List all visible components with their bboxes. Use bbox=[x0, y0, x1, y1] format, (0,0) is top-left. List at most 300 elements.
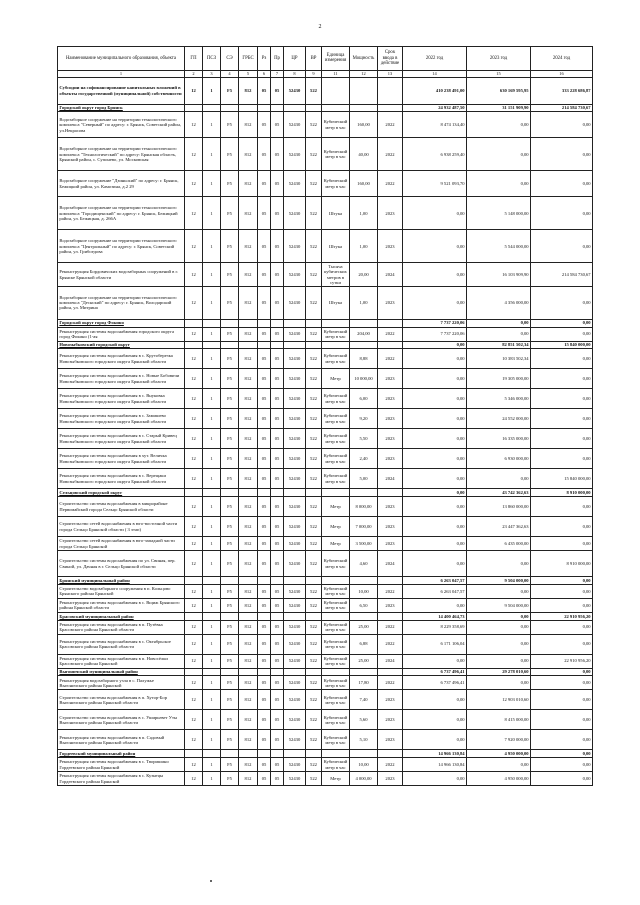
table-cell: 12 bbox=[185, 690, 203, 710]
table-cell: 812 bbox=[239, 369, 258, 389]
table-cell: 6,50 bbox=[350, 598, 378, 612]
table-cell: 1 bbox=[203, 409, 221, 429]
object-name-cell: Городской округ город Фокино bbox=[58, 319, 185, 327]
table-cell: 05 bbox=[271, 469, 284, 489]
table-cell: 7 000,00 bbox=[350, 517, 378, 537]
table-cell bbox=[203, 104, 221, 112]
table-cell: 52430 bbox=[284, 409, 306, 429]
object-name-cell: Реконструкция системы водоснабжения в с. Верещаки Новозыбковского городского округа Брянской области bbox=[58, 469, 185, 489]
table-cell: 05 bbox=[258, 369, 271, 389]
column-number: 3 bbox=[203, 70, 221, 77]
object-name-cell: Строительство сетей водоснабжения в юго-западной части города Сельцо Брянской bbox=[58, 537, 185, 551]
table-cell bbox=[221, 668, 239, 676]
table-cell: 8 000,00 bbox=[350, 497, 378, 517]
table-cell: 20,00 bbox=[350, 263, 378, 286]
table-cell: 812 bbox=[239, 598, 258, 612]
table-cell: 0,00 bbox=[403, 369, 467, 389]
table-cell: 812 bbox=[239, 409, 258, 429]
table-cell: 1 bbox=[203, 654, 221, 668]
table-cell: 0,00 bbox=[467, 584, 531, 598]
table-cell: 05 bbox=[258, 138, 271, 171]
column-number: 14 bbox=[403, 70, 467, 77]
table-cell: 812 bbox=[239, 286, 258, 319]
object-name-cell: Реконструкция системы водоснабжения в п. Садовый Выгоничского района Брянской области bbox=[58, 730, 185, 750]
table-cell bbox=[271, 612, 284, 620]
table-cell: 2022 bbox=[378, 327, 403, 341]
table-cell: 812 bbox=[239, 429, 258, 449]
table-cell: 1 bbox=[203, 349, 221, 369]
table-cell: 12 bbox=[185, 758, 203, 772]
table-cell: 52430 bbox=[284, 449, 306, 469]
table-cell: 522 bbox=[306, 517, 322, 537]
table-cell: 812 bbox=[239, 112, 258, 138]
column-number: 11 bbox=[322, 70, 350, 77]
table-cell: 812 bbox=[239, 263, 258, 286]
table-cell bbox=[185, 577, 203, 585]
table-cell bbox=[185, 668, 203, 676]
object-name-cell: Реконструкция системы водоснабжения в с. Творишино Гордеевского района Брянской bbox=[58, 758, 185, 772]
table-cell: 0,00 bbox=[403, 389, 467, 409]
table-cell bbox=[284, 577, 306, 585]
municipality-row bbox=[58, 319, 593, 327]
table-cell: 05 bbox=[271, 286, 284, 319]
table-cell bbox=[203, 668, 221, 676]
table-cell: 22 910 956,20 bbox=[531, 654, 593, 668]
table-cell: Кубический метр в час bbox=[322, 112, 350, 138]
object-name-cell: Реконструкция системы водоснабжения в хут. Величка Новозыбковского городского округа Брянской области bbox=[58, 449, 185, 469]
table-cell bbox=[306, 104, 322, 112]
table-cell: 1 bbox=[203, 620, 221, 634]
table-cell: 16 103 909,90 bbox=[467, 263, 531, 286]
table-cell: 52430 bbox=[284, 772, 306, 786]
table-cell: 05 bbox=[271, 263, 284, 286]
table-cell: 6,00 bbox=[350, 389, 378, 409]
column-header: Срок ввода в действие bbox=[378, 47, 403, 71]
object-name-cell: Брянский муниципальный район bbox=[58, 577, 185, 585]
table-cell: Кубический метр в час bbox=[322, 469, 350, 489]
table-cell: 12 bbox=[185, 730, 203, 750]
table-cell: 5,60 bbox=[350, 710, 378, 730]
object-name-cell: Водозаборное сооружение "Дзиньский" по адресу: г. Брянск, Бежицкий район, ул. Камозина, д.2 29 bbox=[58, 171, 185, 197]
table-cell: 24 552 000,00 bbox=[467, 409, 531, 429]
object-name-cell: Новозыбковский городской округ bbox=[58, 341, 185, 349]
table-cell: 6 435 000,00 bbox=[467, 537, 531, 551]
table-cell: F5 bbox=[221, 551, 239, 577]
table-cell: 05 bbox=[271, 171, 284, 197]
scan-speck bbox=[210, 880, 212, 882]
table-cell: 12 bbox=[185, 112, 203, 138]
table-cell: 52430 bbox=[284, 690, 306, 710]
table-cell: 8 229 358,69 bbox=[403, 620, 467, 634]
table-cell: 0,00 bbox=[531, 598, 593, 612]
object-name-cell: Реконструкция водозаборного узла в с. Палужье Выгоничского района Брянской bbox=[58, 676, 185, 690]
table-cell: 31 151 909,90 bbox=[467, 104, 531, 112]
table-cell: 52430 bbox=[284, 197, 306, 230]
table-cell: 522 bbox=[306, 551, 322, 577]
table-cell: 2023 bbox=[378, 389, 403, 409]
table-cell: 522 bbox=[306, 690, 322, 710]
table-cell: 0,00 bbox=[467, 551, 531, 577]
table-cell: 0,00 bbox=[531, 620, 593, 634]
table-cell: 5 544 000,00 bbox=[467, 230, 531, 263]
table-cell: 0,00 bbox=[403, 449, 467, 469]
table-cell: 8 910 000,00 bbox=[531, 489, 593, 497]
object-name-cell: Выгоничский муниципальный район bbox=[58, 668, 185, 676]
table-cell: F5 bbox=[221, 517, 239, 537]
table-cell: 0,00 bbox=[403, 429, 467, 449]
table-cell: 17,80 bbox=[350, 676, 378, 690]
table-cell: 812 bbox=[239, 654, 258, 668]
table-cell: 52430 bbox=[284, 429, 306, 449]
table-cell: 1 bbox=[203, 469, 221, 489]
column-header: Рз bbox=[258, 47, 271, 71]
table-cell: 5 148 000,00 bbox=[467, 197, 531, 230]
table-body bbox=[58, 47, 593, 786]
object-row bbox=[58, 349, 593, 369]
table-cell: 0,00 bbox=[403, 517, 467, 537]
table-cell: 0,00 bbox=[531, 369, 593, 389]
table-cell: 0,00 bbox=[403, 537, 467, 551]
table-cell: 812 bbox=[239, 676, 258, 690]
table-cell: 522 bbox=[306, 758, 322, 772]
table-cell bbox=[185, 750, 203, 758]
table-cell: 12 bbox=[185, 598, 203, 612]
table-cell: Кубический метр в час bbox=[322, 327, 350, 341]
object-row bbox=[58, 409, 593, 429]
object-name-cell: Строительство системы водоснабжения в п. Хутор-Бор Выгоничского района Брянской области bbox=[58, 690, 185, 710]
table-cell: Кубический метр в час bbox=[322, 171, 350, 197]
object-row bbox=[58, 676, 593, 690]
table-cell: 16 335 000,00 bbox=[467, 429, 531, 449]
table-cell: 12 bbox=[185, 469, 203, 489]
table-cell bbox=[271, 577, 284, 585]
table-header-row bbox=[58, 47, 593, 71]
table-cell bbox=[378, 612, 403, 620]
table-cell: 05 bbox=[271, 690, 284, 710]
table-cell: Кубический метр в час bbox=[322, 138, 350, 171]
column-number: 6 bbox=[258, 70, 271, 77]
column-header: СЭ bbox=[221, 47, 239, 71]
table-cell bbox=[350, 341, 378, 349]
column-header: 2024 год bbox=[531, 47, 593, 71]
table-cell: 1 bbox=[203, 690, 221, 710]
table-cell: 1 bbox=[203, 389, 221, 409]
table-cell: 812 bbox=[239, 537, 258, 551]
table-cell: 10 000,00 bbox=[350, 369, 378, 389]
table-cell bbox=[258, 612, 271, 620]
column-number: 7 bbox=[271, 70, 284, 77]
table-cell: 2022 bbox=[378, 758, 403, 772]
table-cell: 333 228 686,87 bbox=[531, 77, 593, 104]
table-cell: 8 910 000,00 bbox=[531, 551, 593, 577]
table-cell: 05 bbox=[271, 584, 284, 598]
column-number: 5 bbox=[239, 70, 258, 77]
table-cell: 812 bbox=[239, 584, 258, 598]
object-row bbox=[58, 620, 593, 634]
table-cell: 10 383 502,34 bbox=[467, 349, 531, 369]
table-cell: 05 bbox=[258, 634, 271, 654]
table-cell: 1 bbox=[203, 537, 221, 551]
table-cell: 0,00 bbox=[531, 138, 593, 171]
object-name-cell: Строительство сетей водоснабжения в юго-восточной части города Сельцо Брянской области ( 3 этап) bbox=[58, 517, 185, 537]
table-cell bbox=[306, 341, 322, 349]
table-cell: 52430 bbox=[284, 598, 306, 612]
table-cell: Кубический метр в час bbox=[322, 654, 350, 668]
table-cell: 05 bbox=[258, 327, 271, 341]
table-cell: 43 742 362,63 bbox=[467, 489, 531, 497]
table-cell bbox=[258, 577, 271, 585]
column-number: 2 bbox=[185, 70, 203, 77]
table-cell: 0,00 bbox=[531, 429, 593, 449]
table-cell: 05 bbox=[258, 620, 271, 634]
table-cell: 12 bbox=[185, 449, 203, 469]
table-cell: Метр bbox=[322, 537, 350, 551]
table-cell: 630 169 595,95 bbox=[467, 77, 531, 104]
object-row bbox=[58, 138, 593, 171]
table-cell: 1 bbox=[203, 77, 221, 104]
table-cell: 0,00 bbox=[403, 489, 467, 497]
table-cell: 160,00 bbox=[350, 112, 378, 138]
table-cell bbox=[221, 750, 239, 758]
table-cell: 2023 bbox=[378, 710, 403, 730]
table-cell: 2022 bbox=[378, 634, 403, 654]
table-cell: 2023 bbox=[378, 369, 403, 389]
table-cell bbox=[350, 668, 378, 676]
table-cell: 0,00 bbox=[531, 171, 593, 197]
object-name-cell: Водозаборное сооружение на территории технологического комплекса "Центральный" по адресу: г. Брянск, Советский район, ул. Грибоедова bbox=[58, 230, 185, 263]
column-number: 9 bbox=[306, 70, 322, 77]
table-cell: 05 bbox=[258, 517, 271, 537]
table-cell bbox=[350, 319, 378, 327]
table-cell: 0,00 bbox=[531, 327, 593, 341]
object-name-cell: Реконструкция системы водоснабжения в с. Октябрьское Брасовского района Брянской области bbox=[58, 634, 185, 654]
table-cell: Кубический метр в час bbox=[322, 429, 350, 449]
table-cell bbox=[185, 104, 203, 112]
table-cell bbox=[203, 319, 221, 327]
object-row bbox=[58, 389, 593, 409]
object-name-cell: Водозаборное сооружение на территории технологического комплекса "Технологический" по адресу: Брянская область, Брянский район, с. Супонево, ул. Московская bbox=[58, 138, 185, 171]
table-cell: 12 bbox=[185, 634, 203, 654]
table-cell: 5,50 bbox=[350, 429, 378, 449]
table-cell: 1,00 bbox=[350, 197, 378, 230]
table-cell: 2024 bbox=[378, 263, 403, 286]
table-cell bbox=[350, 750, 378, 758]
table-cell: 05 bbox=[258, 710, 271, 730]
table-cell: 2024 bbox=[378, 469, 403, 489]
object-row bbox=[58, 772, 593, 786]
table-cell: 812 bbox=[239, 327, 258, 341]
table-cell: 05 bbox=[258, 772, 271, 786]
table-cell: 05 bbox=[258, 171, 271, 197]
table-cell: 2023 bbox=[378, 598, 403, 612]
table-cell: 0,00 bbox=[403, 409, 467, 429]
table-cell: 522 bbox=[306, 584, 322, 598]
object-name-cell: Субсидии на софинансирование капитальных вложений в объекты государственной (муниципальной) собственности bbox=[58, 77, 185, 104]
table-cell: 812 bbox=[239, 517, 258, 537]
table-cell: 0,00 bbox=[531, 517, 593, 537]
table-cell: F5 bbox=[221, 620, 239, 634]
table-cell bbox=[185, 341, 203, 349]
table-cell: 812 bbox=[239, 690, 258, 710]
table-cell: 4 950 000,00 bbox=[467, 750, 531, 758]
table-cell: 1 bbox=[203, 598, 221, 612]
table-cell bbox=[350, 104, 378, 112]
table-cell: 05 bbox=[258, 349, 271, 369]
table-cell: Кубический метр в час bbox=[322, 710, 350, 730]
table-cell: 812 bbox=[239, 171, 258, 197]
table-cell: 1 bbox=[203, 634, 221, 654]
table-cell bbox=[322, 319, 350, 327]
table-cell: 52430 bbox=[284, 537, 306, 551]
table-cell: 0,00 bbox=[403, 710, 467, 730]
table-cell: 522 bbox=[306, 197, 322, 230]
table-cell bbox=[221, 577, 239, 585]
table-cell bbox=[239, 104, 258, 112]
table-cell: Кубический метр в час bbox=[322, 409, 350, 429]
table-cell: 12 bbox=[185, 654, 203, 668]
table-cell: 1 bbox=[203, 517, 221, 537]
table-cell bbox=[306, 668, 322, 676]
table-cell: 05 bbox=[271, 710, 284, 730]
object-row bbox=[58, 197, 593, 230]
table-cell: 12 bbox=[185, 286, 203, 319]
table-cell: 0,00 bbox=[531, 634, 593, 654]
column-header: Пр bbox=[271, 47, 284, 71]
table-cell: F5 bbox=[221, 429, 239, 449]
table-cell: 0,00 bbox=[531, 668, 593, 676]
object-name-cell: Сельцовский городской округ bbox=[58, 489, 185, 497]
table-cell: 0,00 bbox=[467, 758, 531, 772]
table-cell: 05 bbox=[258, 389, 271, 409]
table-cell bbox=[258, 319, 271, 327]
object-name-cell: Водозаборное сооружение на территории технологического комплекса "Городищенский" по адресу: г. Брянск, Бежицкий район, ул. Бежицкая, д. 266А bbox=[58, 197, 185, 230]
table-cell: 2023 bbox=[378, 449, 403, 469]
table-cell: 05 bbox=[258, 469, 271, 489]
table-cell: 14 966 130,84 bbox=[403, 758, 467, 772]
table-cell: 0,00 bbox=[531, 389, 593, 409]
table-cell: 522 bbox=[306, 112, 322, 138]
table-cell: 0,00 bbox=[403, 551, 467, 577]
page-number: 2 bbox=[318, 24, 322, 30]
table-cell: 05 bbox=[271, 409, 284, 429]
table-cell: 2022 bbox=[378, 171, 403, 197]
table-cell: F5 bbox=[221, 676, 239, 690]
object-row bbox=[58, 730, 593, 750]
table-cell: 52430 bbox=[284, 286, 306, 319]
table-cell: 812 bbox=[239, 449, 258, 469]
table-cell: 0,00 bbox=[531, 112, 593, 138]
table-cell: 0,00 bbox=[403, 690, 467, 710]
table-cell: 0,00 bbox=[467, 654, 531, 668]
table-cell bbox=[306, 577, 322, 585]
table-cell: Метр bbox=[322, 497, 350, 517]
table-cell: 812 bbox=[239, 758, 258, 772]
table-cell: 0,00 bbox=[531, 286, 593, 319]
table-cell: 52430 bbox=[284, 327, 306, 341]
table-cell: 05 bbox=[271, 497, 284, 517]
table-cell: 25,00 bbox=[350, 620, 378, 634]
table-cell: 12 bbox=[185, 710, 203, 730]
object-name-cell: Реконструкция системы водоснабжения в с. Вщиж Брянского района Брянской области bbox=[58, 598, 185, 612]
table-cell bbox=[239, 489, 258, 497]
table-cell: 0,00 bbox=[403, 197, 467, 230]
table-cell: 2022 bbox=[378, 584, 403, 598]
table-cell: 1 bbox=[203, 327, 221, 341]
table-cell: 0,00 bbox=[531, 710, 593, 730]
table-cell bbox=[239, 341, 258, 349]
table-cell: 52430 bbox=[284, 171, 306, 197]
column-header: ГП bbox=[185, 47, 203, 71]
table-cell: 52430 bbox=[284, 138, 306, 171]
table-cell: 1 bbox=[203, 551, 221, 577]
table-cell bbox=[350, 577, 378, 585]
table-cell: 0,00 bbox=[467, 620, 531, 634]
column-header: ВР bbox=[306, 47, 322, 71]
table-cell: 6 263 047,57 bbox=[403, 584, 467, 598]
table-cell: Кубический метр в час bbox=[322, 730, 350, 750]
table-cell bbox=[322, 577, 350, 585]
table-cell: F5 bbox=[221, 327, 239, 341]
column-number: 15 bbox=[467, 70, 531, 77]
table-cell: 522 bbox=[306, 138, 322, 171]
table-cell: 2023 bbox=[378, 409, 403, 429]
table-cell bbox=[221, 104, 239, 112]
table-cell: F5 bbox=[221, 389, 239, 409]
table-cell bbox=[221, 489, 239, 497]
table-cell: 10,00 bbox=[350, 584, 378, 598]
table-cell: 1 bbox=[203, 676, 221, 690]
object-row bbox=[58, 286, 593, 319]
table-cell: 0,00 bbox=[403, 772, 467, 786]
table-cell bbox=[322, 341, 350, 349]
table-cell: 0,00 bbox=[467, 319, 531, 327]
table-cell: 05 bbox=[258, 230, 271, 263]
table-cell: F5 bbox=[221, 197, 239, 230]
table-cell: 522 bbox=[306, 730, 322, 750]
table-cell: 812 bbox=[239, 77, 258, 104]
table-cell: 52430 bbox=[284, 758, 306, 772]
table-cell: 05 bbox=[271, 551, 284, 577]
table-cell: 05 bbox=[271, 654, 284, 668]
table-cell: 05 bbox=[258, 409, 271, 429]
table-cell bbox=[322, 750, 350, 758]
table-cell: 4 950 000,00 bbox=[467, 772, 531, 786]
table-cell: 0,00 bbox=[403, 263, 467, 286]
table-cell: 05 bbox=[258, 286, 271, 319]
object-name-cell: Брасовский муниципальный район bbox=[58, 612, 185, 620]
table-cell: 522 bbox=[306, 676, 322, 690]
table-cell bbox=[306, 319, 322, 327]
table-cell bbox=[271, 489, 284, 497]
table-cell: 12 bbox=[185, 584, 203, 598]
table-cell: 522 bbox=[306, 429, 322, 449]
table-cell: 1 bbox=[203, 758, 221, 772]
object-row bbox=[58, 551, 593, 577]
table-cell: 0,00 bbox=[467, 138, 531, 171]
table-cell: F5 bbox=[221, 171, 239, 197]
table-cell: 12 bbox=[185, 537, 203, 551]
table-cell bbox=[284, 104, 306, 112]
table-cell: 5,10 bbox=[350, 730, 378, 750]
table-cell bbox=[284, 319, 306, 327]
table-cell: 9 504 000,00 bbox=[467, 598, 531, 612]
table-cell: 410 238 491,00 bbox=[403, 77, 467, 104]
table-cell bbox=[284, 489, 306, 497]
table-cell: 2023 bbox=[378, 497, 403, 517]
table-cell bbox=[258, 750, 271, 758]
table-cell: 12 bbox=[185, 327, 203, 341]
table-cell: 12 bbox=[185, 551, 203, 577]
